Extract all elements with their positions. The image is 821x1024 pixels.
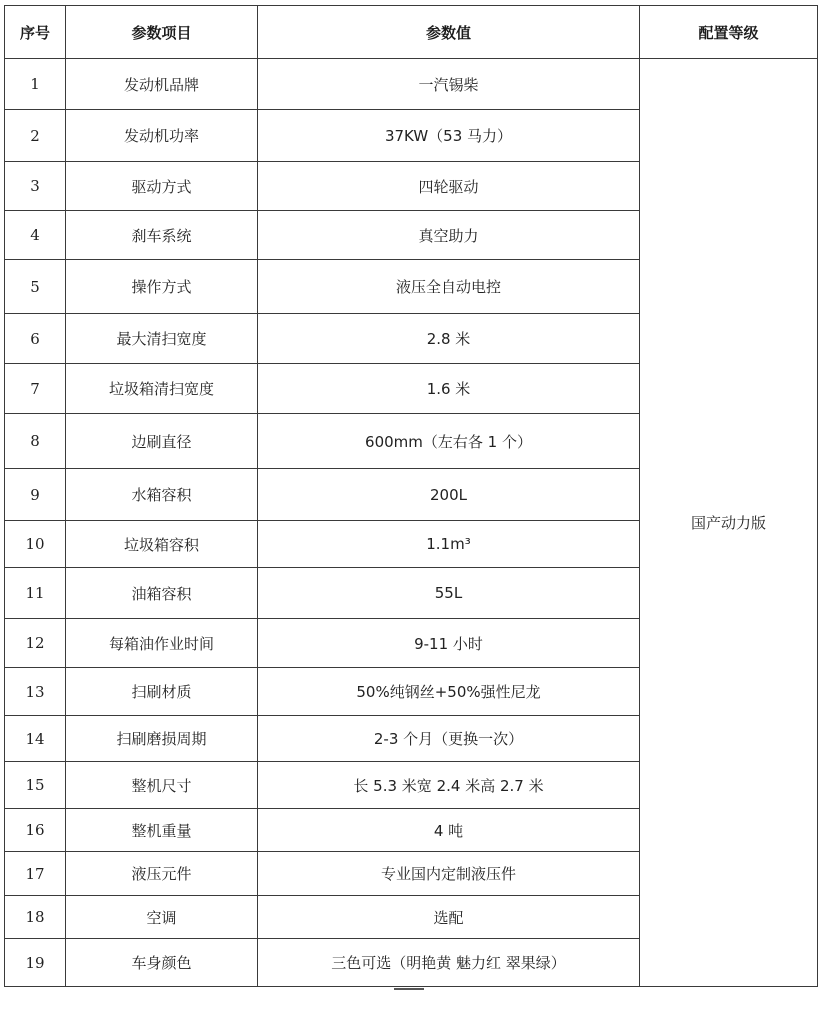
row-item: 整机尺寸: [66, 762, 258, 809]
row-index: 17: [5, 852, 66, 896]
page-footer-mark: [394, 988, 424, 990]
row-value: 一汽锡柴: [258, 59, 640, 110]
row-item: 车身颜色: [66, 939, 258, 987]
row-item: 发动机品牌: [66, 59, 258, 110]
row-item: 扫刷磨损周期: [66, 716, 258, 762]
row-index: 9: [5, 469, 66, 521]
row-item: 垃圾箱容积: [66, 521, 258, 568]
table-row: [5, 59, 818, 110]
row-item: 扫刷材质: [66, 668, 258, 716]
header-index: 序号: [5, 6, 66, 59]
row-value: 选配: [258, 896, 640, 939]
row-value: 55L: [258, 568, 640, 619]
row-index: 15: [5, 762, 66, 809]
config-level-cell: 国产动力版: [640, 59, 818, 987]
row-index: 7: [5, 364, 66, 414]
row-index: 13: [5, 668, 66, 716]
row-item: 边刷直径: [66, 414, 258, 469]
row-item: 水箱容积: [66, 469, 258, 521]
row-index: 1: [5, 59, 66, 110]
row-value: 200L: [258, 469, 640, 521]
row-item: 最大清扫宽度: [66, 314, 258, 364]
row-item: 整机重量: [66, 809, 258, 852]
row-value: 三色可选（明艳黄 魅力红 翠果绿）: [258, 939, 640, 987]
row-index: 14: [5, 716, 66, 762]
row-value: 2.8 米: [258, 314, 640, 364]
row-value: 四轮驱动: [258, 162, 640, 211]
row-value: 1.6 米: [258, 364, 640, 414]
row-value: 液压全自动电控: [258, 260, 640, 314]
header-value: 参数值: [258, 6, 640, 59]
row-index: 4: [5, 211, 66, 260]
row-item: 驱动方式: [66, 162, 258, 211]
row-value: 1.1m³: [258, 521, 640, 568]
row-value: 4 吨: [258, 809, 640, 852]
row-value: 600mm（左右各 1 个）: [258, 414, 640, 469]
row-item: 发动机功率: [66, 110, 258, 162]
row-value: 50%纯钢丝+50%强性尼龙: [258, 668, 640, 716]
row-index: 8: [5, 414, 66, 469]
spec-table: [4, 5, 818, 987]
header-item: 参数项目: [66, 6, 258, 59]
row-value: 真空助力: [258, 211, 640, 260]
row-item: 空调: [66, 896, 258, 939]
row-item: 垃圾箱清扫宽度: [66, 364, 258, 414]
row-index: 11: [5, 568, 66, 619]
row-item: 液压元件: [66, 852, 258, 896]
row-value: 37KW（53 马力）: [258, 110, 640, 162]
row-index: 16: [5, 809, 66, 852]
row-item: 刹车系统: [66, 211, 258, 260]
row-index: 10: [5, 521, 66, 568]
row-item: 操作方式: [66, 260, 258, 314]
row-index: 2: [5, 110, 66, 162]
row-index: 19: [5, 939, 66, 987]
row-item: 油箱容积: [66, 568, 258, 619]
row-value: 9-11 小时: [258, 619, 640, 668]
row-index: 18: [5, 896, 66, 939]
row-value: 2-3 个月（更换一次）: [258, 716, 640, 762]
row-item: 每箱油作业时间: [66, 619, 258, 668]
header-level: 配置等级: [640, 6, 818, 59]
row-index: 12: [5, 619, 66, 668]
row-index: 5: [5, 260, 66, 314]
row-value: 专业国内定制液压件: [258, 852, 640, 896]
header-row: [5, 6, 818, 59]
row-index: 3: [5, 162, 66, 211]
row-value: 长 5.3 米宽 2.4 米高 2.7 米: [258, 762, 640, 809]
row-index: 6: [5, 314, 66, 364]
